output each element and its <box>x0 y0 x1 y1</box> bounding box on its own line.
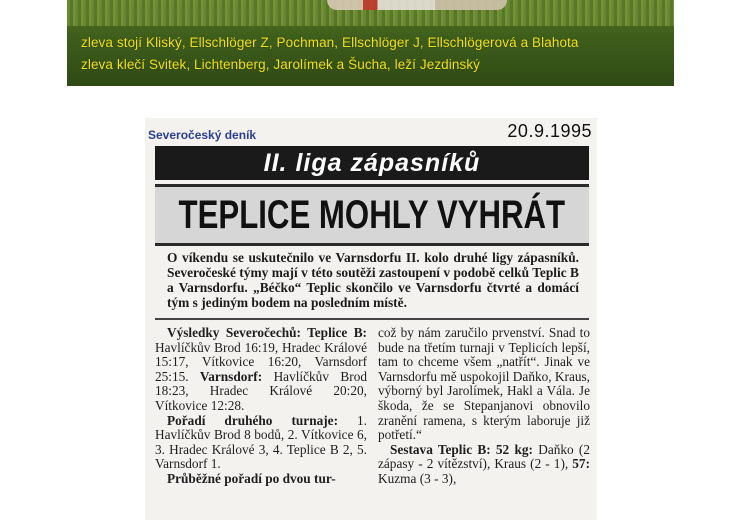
overall-heading: Průběžné pořadí po dvou tur- <box>167 470 336 486</box>
overall-paragraph <box>155 472 367 487</box>
kicker-bar <box>155 146 589 180</box>
lineup-heading: Sestava Teplic B: 52 kg: <box>390 441 533 457</box>
team-photo <box>67 0 674 86</box>
standings-heading: Pořadí druhého turnaje: <box>167 412 339 428</box>
quote-paragraph: což by nám zaručilo prvenství. Snad to bude na třetím turnaji v Teplicích lepší, tam to chceme všem „natřít“. Jinak ve Varnsdorfu mě uspokojil Daňko, Kraus, výborný byl Jarolímek, Hakl a Vála. Je škoda, že se Stepanjanovi obnovilo zranění ramena, s kterým laboruje již potřetí.“ <box>378 325 590 443</box>
results-varnsdorf-heading: Varnsdorf: <box>188 368 263 384</box>
article-column-left <box>155 326 367 487</box>
lineup-weight-57: 57: <box>572 456 590 472</box>
publication-date: 20.9.1995 <box>507 121 592 141</box>
article-lead: O víkendu se uskutečnilo ve Varnsdorfu II. kolo druhé ligy zápasníků. Severočeské týmy mají v této soutěži zastoupení v podobě celků Teplic B a Varnsdorfu. „Béčko“ Teplic skončilo ve Varnsdorfu čtvrté a domácí tým s jediným bodem na posledním místě. <box>167 250 579 310</box>
headline: TEPLICE MOHLY VYHRÁT <box>178 192 566 237</box>
newspaper-clipping <box>145 118 597 520</box>
newspaper-name: Severočeský deník <box>148 128 257 142</box>
photo-caption-kneeling: zleva klečí Svitek, Lichtenberg, Jarolímek a Šucha, leží Jezdinský <box>81 57 481 72</box>
results-varnsdorf: Havlíčkův Brod 18:23, Hradec Králové 20:20, Vítkovice 12:28. <box>155 368 368 413</box>
photo-caption-standing: zleva stojí Kliský, Ellschlöger Z, Pochman, Ellschlöger J, Ellschlögerová a Blahota <box>81 35 579 50</box>
results-heading: Výsledky Severočechů: Teplice B: <box>167 325 367 340</box>
standings-paragraph <box>155 414 367 472</box>
kicker-text: II. liga zápasníků <box>263 148 481 177</box>
headline-bar <box>155 184 589 246</box>
standings-text: 1. Havlíčkův Brod 8 bodů, 2. Vítkovice 6, 3. Hradec Králové 3, 4. Teplice B 2, 5. Varnsdorf 1. <box>155 412 368 472</box>
lineup-paragraph <box>378 443 590 487</box>
lineup-text-2: Kuzma (3 - 3), <box>378 470 457 486</box>
results-teplice: Havlíčkův Brod 16:19, Hradec Králové 15:17, Vítkovice 16:20, Varnsdorf 25:15. <box>155 339 367 384</box>
article-column-right <box>378 326 590 487</box>
divider <box>155 318 589 320</box>
results-paragraph <box>155 326 367 414</box>
photo-people <box>327 0 507 10</box>
lineup-text: Daňko (2 zápasy - 2 vítězství), Kraus (2 - 1), <box>378 441 590 472</box>
